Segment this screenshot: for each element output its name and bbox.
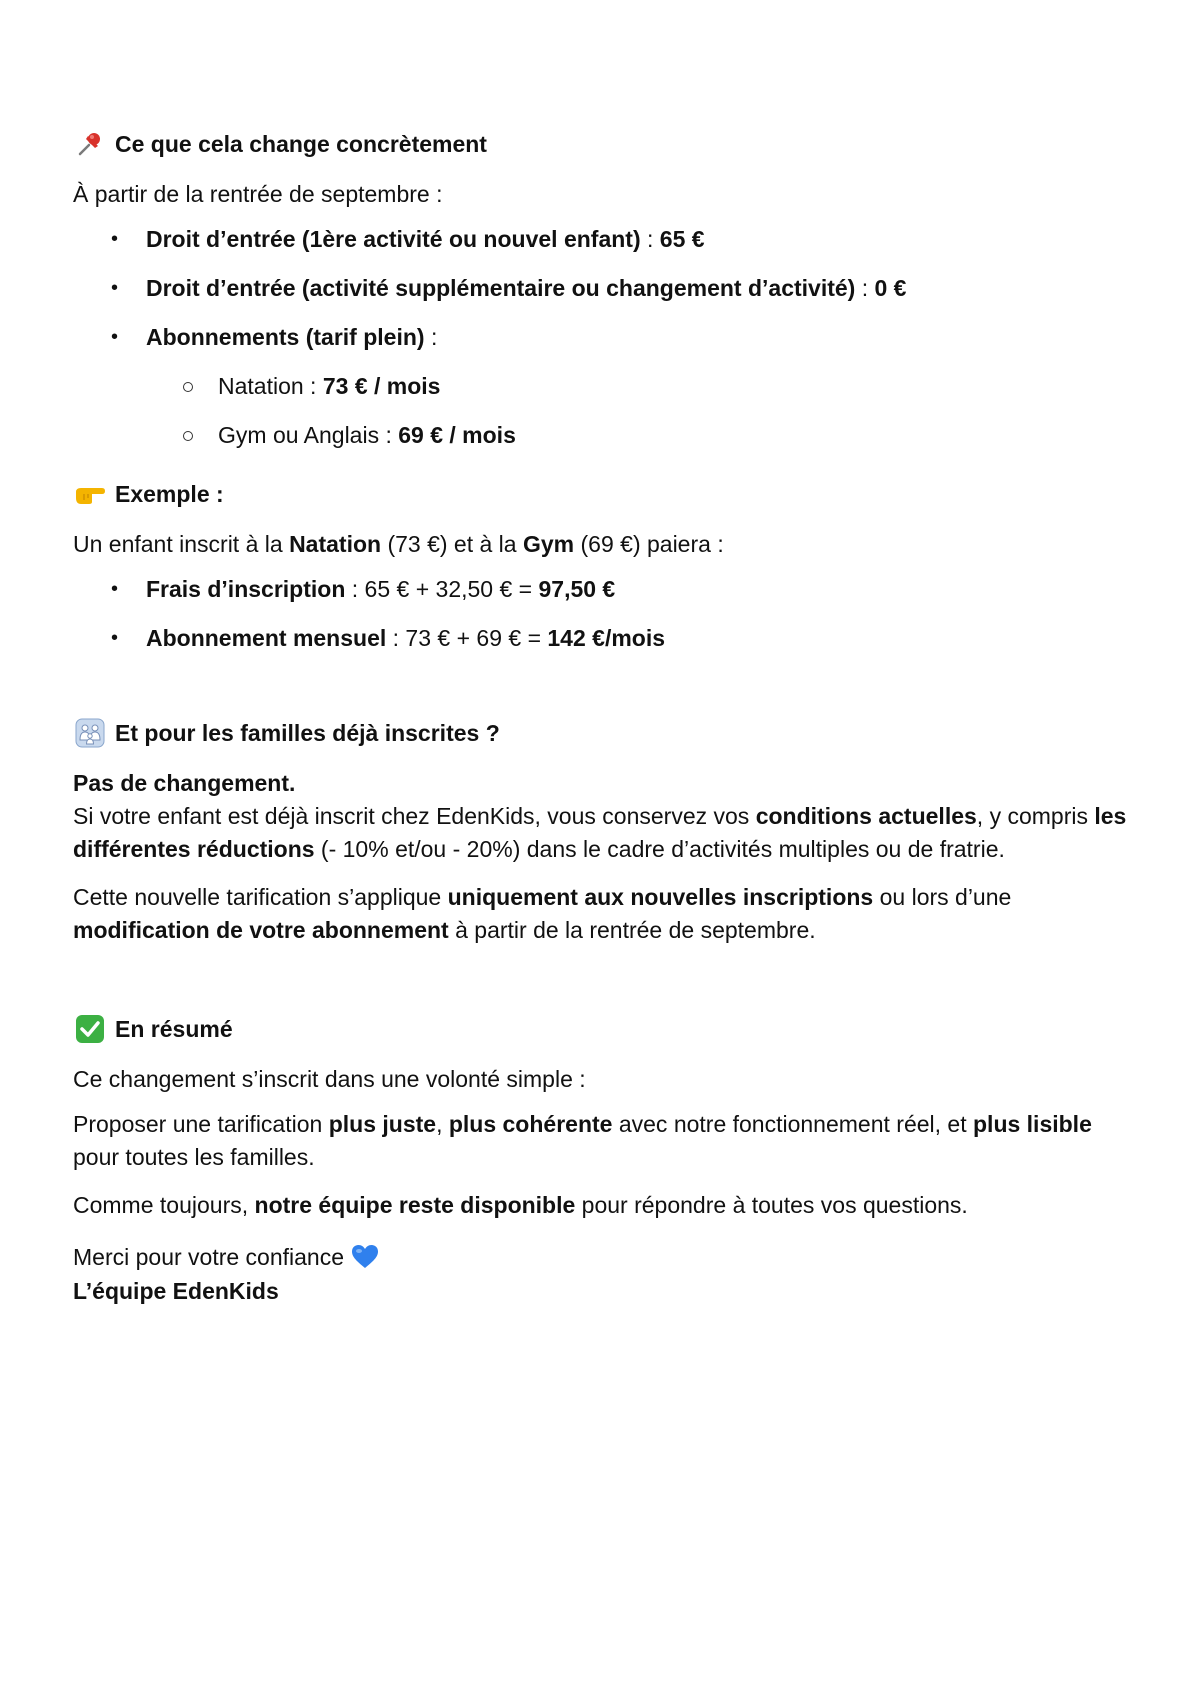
pushpin-icon	[73, 129, 107, 159]
signature: L’équipe EdenKids	[73, 1278, 279, 1304]
section-families-title: Et pour les familles déjà inscrites ?	[115, 719, 500, 746]
summary-paragraph-3: Comme toujours, notre équipe reste disponible pour répondre à toutes vos questions.	[73, 1192, 968, 1218]
section-change-title: Ce que cela change concrètement	[115, 130, 487, 157]
check-mark-icon	[73, 1014, 107, 1044]
list-item: Gym ou Anglais : 69 € / mois	[73, 419, 1133, 468]
families-paragraph-1: Si votre enfant est déjà inscrit chez EdenKids, vous conservez vos conditions actuelles, y compris les différentes réductions (- 10% et/ou - 20%) dans le cadre d’activités multiples ou de fratrie.	[73, 803, 1127, 862]
no-change-label: Pas de changement.	[73, 770, 296, 796]
section-example-heading	[73, 476, 1133, 512]
summary-paragraph-2: Proposer une tarification plus juste, plus cohérente avec notre fonctionnement réel, et plus lisible pour toutes les familles.	[73, 1111, 1092, 1170]
list-item: • Abonnement mensuel : 73 € + 69 € = 142 €/mois	[111, 625, 666, 651]
section-summary-heading	[73, 1011, 1133, 1047]
section-summary-title: En résumé	[115, 1015, 233, 1042]
subscription-list	[73, 370, 1133, 468]
document-page	[73, 126, 1133, 1308]
example-intro: Un enfant inscrit à la Natation (73 €) et à la Gym (69 €) paiera :	[73, 531, 724, 557]
thanks-line: Merci pour votre confiance	[73, 1239, 1133, 1275]
section-example-title: Exemple :	[115, 480, 224, 507]
section-change-intro: À partir de la rentrée de septembre :	[73, 181, 443, 207]
price-list	[73, 223, 1133, 370]
section-families-heading	[73, 715, 1133, 751]
family-icon	[73, 718, 107, 748]
list-item: • Droit d’entrée (1ère activité ou nouvel enfant) : 65 €	[111, 226, 705, 252]
families-paragraph-2: Cette nouvelle tarification s’applique uniquement aux nouvelles inscriptions ou lors d’une modification de votre abonnement à partir de la rentrée de septembre.	[73, 884, 1012, 943]
blue-heart-icon	[351, 1244, 379, 1270]
example-list	[73, 573, 1133, 671]
list-item: Natation : 73 € / mois	[73, 370, 1133, 419]
summary-paragraph-1: Ce changement s’inscrit dans une volonté simple :	[73, 1066, 586, 1092]
list-item: • Droit d’entrée (activité supplémentaire ou changement d’activité) : 0 €	[111, 275, 907, 301]
section-change-heading	[73, 126, 1133, 162]
pointing-hand-icon	[73, 479, 107, 509]
list-item: • Abonnements (tarif plein) :	[111, 324, 438, 350]
list-item: • Frais d’inscription : 65 € + 32,50 € = 97,50 €	[111, 576, 616, 602]
